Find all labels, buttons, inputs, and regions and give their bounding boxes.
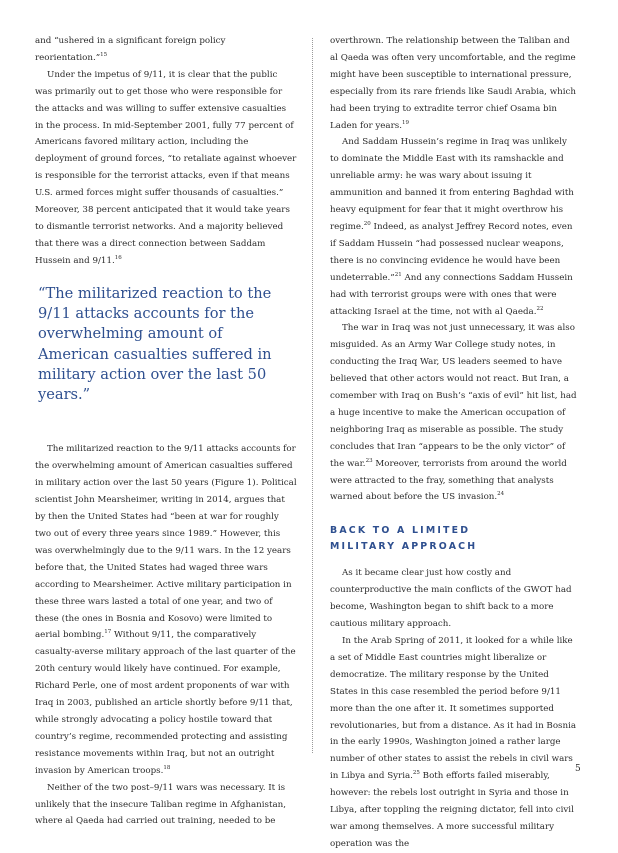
right-column xyxy=(330,33,578,853)
footnote-ref[interactable]: 20 xyxy=(363,220,371,227)
footnote-ref[interactable]: 21 xyxy=(394,271,402,278)
paragraph: The militarized reaction to the 9/11 attacks accounts for the overwhelming amount of American casualties suffered in military action over the last 50 years (Figure 1). Political scientist John Mearsheimer, writing in 2014, argues that by then the United States had “been at war for roughly two out of every three years since 1989.” However, this was overwhelmingly due to the 9/11 wars. In the 12 years before that, the United States had waged three wars according to Mearsheimer. Active military participation in these three wars lasted a total of one year, and two of these (the ones in Bosnia and Kosovo) were limited to aerial bombing.$^{17}$ Without 9/11, the comparatively casualty-averse military approach of the last quarter of the 20th century would likely have continued. For example, Richard Perle, one of most ardent proponents of war with Iraq in 2003, published an article shortly before 9/11 that, while strongly advocating a policy hostile toward that country’s regime, recommended protecting and assisting resistance movements within Iraq, but not an outright invasion by American troops.$^{18}$ xyxy=(35,444,297,776)
left-column xyxy=(35,33,297,830)
spacer xyxy=(35,417,297,441)
paragraph: The war in Iraq was not just unnecessary, it was also misguided. As an Army War College study notes, in conducting the Iraq War, US leaders seemed to have believed that other actors would not react. But Iran, a comember with Iraq on Bush’s “axis of evil” hit list, had a huge incentive to make the American occupation of neighboring Iraq as miserable as possible. The study concludes that Iran “appears to be the only victor” of the war.$^{23}$ Moreover, terrorists from around the world were attracted to the fray, something that analysts warned about before the US invasion.$^{24}$ xyxy=(330,323,577,503)
paragraph: As it became clear just how costly and counterproductive the main conflicts of the GWOT had become, Washington began to shift back to a more cautious military approach. xyxy=(330,568,572,630)
footnote-ref[interactable]: 24 xyxy=(497,491,505,498)
footnote-ref[interactable]: 16 xyxy=(114,254,122,261)
footnote-ref[interactable]: 22 xyxy=(536,305,544,312)
paragraph: Under the impetus of 9/11, it is clear that the public was primarily out to get those who were responsible for the attacks and was willing to suffer extensive casualties in the process. In mid-September 2001, fully 77 percent of Americans favored military action, including the deployment of ground forces, “to retaliate against whoever is responsible for the terrorist attacks, even if that means U.S. armed forces might suffer thousands of casualties.” Moreover, 38 percent anticipated that it would take years to dismantle terrorist networks. And a majority believed that there was a direct connection between Saddam Hussein and 9/11.16 xyxy=(35,69,297,266)
footnote-ref[interactable]: 19 xyxy=(401,119,409,126)
section-heading xyxy=(330,523,578,555)
footnote-ref[interactable]: 15 xyxy=(100,51,108,58)
paragraph: and “ushered in a significant foreign policy reorientation.”$^{15}$ xyxy=(35,36,226,63)
footnote-ref[interactable]: 23 xyxy=(365,457,373,464)
section-heading-line: MILITARY APPROACH xyxy=(330,541,478,553)
paragraph: And Saddam Hussein’s regime in Iraq was unlikely to dominate the Middle East with its ramshackle and unreliable army: he was wary about issuing it ammunition and banned it from entering Baghdad with heavy equipment for fear that it might overthrow his regime.$^{20}$ Indeed, as analyst Jeffrey Record notes, even if Saddam Hussein “had possessed nuclear weapons, there is no convincing evidence he would have been undeterrable.”$^{21}$ And any connections Saddam Hussein had with terrorist groups were with ones that were attacking Israel at the time, not with al Qaeda.$^{22}$ xyxy=(330,137,574,317)
column-divider xyxy=(312,38,313,753)
page-number: 5 xyxy=(575,764,581,774)
paragraph: overthrown. The relationship between the Taliban and al Qaeda was often very uncomfortable, and the regime might have been susceptible to international pressure, especially from its rare friends like Saudi Arabia, which had been trying to extradite terror chief Osama bin Laden for years.$^{19}$ xyxy=(330,36,576,131)
paragraph: Neither of the two post–9/11 wars was necessary. It is unlikely that the insecure Taliban regime in Afghanistan, where al Qaeda had carried out training, needed to be xyxy=(35,782,286,827)
pull-quote: “The militarized reaction to the 9/11 attacks accounts for the overwhelming amount of American casualties suffered in military action over the last 50 years.” xyxy=(38,284,272,404)
footnote-ref[interactable]: 25 xyxy=(412,770,420,777)
footnote-ref[interactable]: 18 xyxy=(163,764,171,771)
section-heading-line: BACK TO A LIMITED xyxy=(330,525,471,537)
paragraph: In the Arab Spring of 2011, it looked for a while like a set of Middle East countries might liberalize or democratize. The military response by the United States in this case resembled the period before 9/11 more than the one after it. It sometimes supported revolutionaries, but from a distance. As it had in Bosnia in the early 1990s, Washington joined a rather large number of other states to assist the rebels in civil wars in Libya and Syria.$^{25}$ Both efforts failed miserably, however: the rebels lost outright in Syria and those in Libya, after toppling the reigning dictator, fell into civil war among themselves. A more successful military operation was the xyxy=(330,636,577,849)
footnote-ref[interactable]: 17 xyxy=(104,629,112,636)
